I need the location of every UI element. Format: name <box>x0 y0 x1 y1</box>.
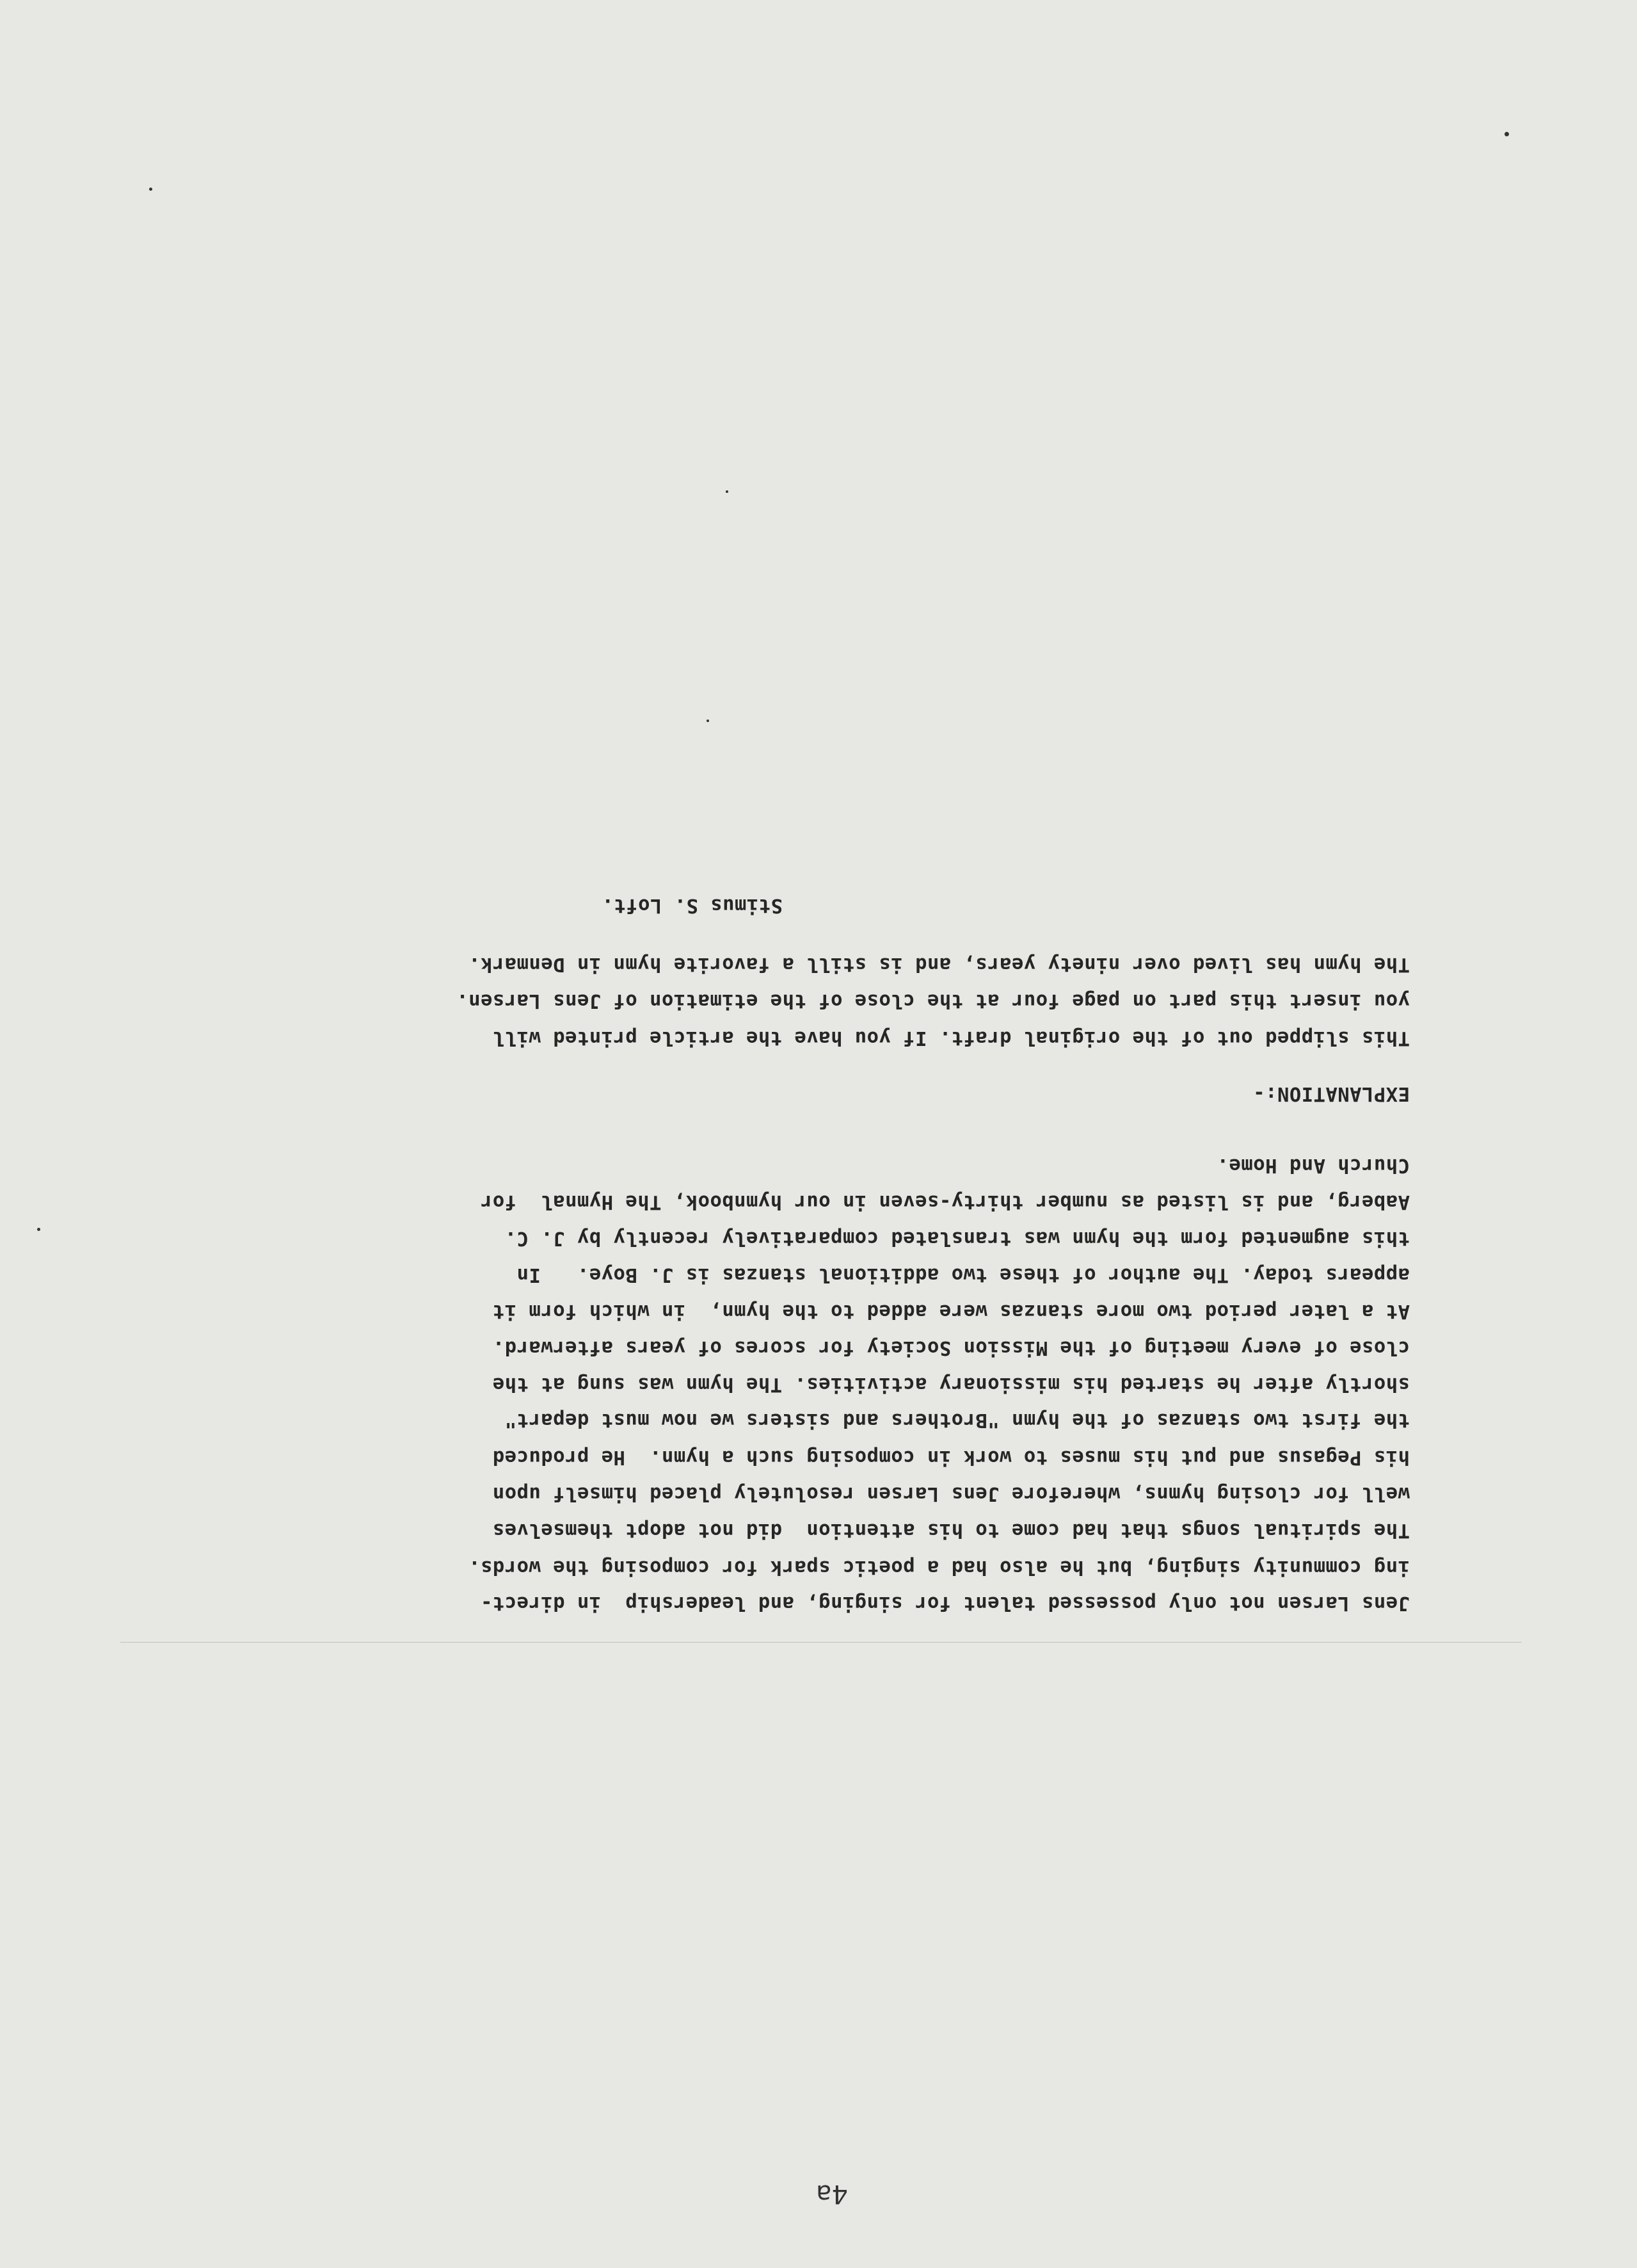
explanation-line: The hymn has lived over ninety years, and is still a favorite hymn in Denmark. <box>468 953 1410 976</box>
ink-speck <box>37 1228 40 1231</box>
ink-speck <box>1505 132 1509 136</box>
explanation-heading: EXPLANATION:- <box>1252 1082 1410 1105</box>
body-line: Aaberg, and is listed as number thirty-seven in our hymnbook, The Hymnal for <box>480 1191 1410 1213</box>
body-line: Church And Home. <box>1217 1154 1410 1177</box>
body-line: ing community singing, but he also had a poetic spark for composing the words. <box>468 1556 1410 1579</box>
body-line: this augmented form the hymn was translated comparatively recently by J. C. <box>504 1227 1410 1250</box>
body-line: Jens Larsen not only possessed talent for singing, and leadership in direct- <box>480 1592 1410 1614</box>
fold-line <box>120 1642 1522 1643</box>
body-line: close of every meeting of the Mission Society for scores of years afterward. <box>492 1337 1410 1359</box>
body-line: shortly after he started his missionary activities. The hymn was sung at the <box>492 1373 1410 1395</box>
body-line: appears today. The author of these two additional stanzas is J. Boye. In <box>516 1264 1410 1286</box>
ink-speck <box>149 188 152 191</box>
ink-speck <box>726 490 728 493</box>
body-line: well for closing hymns, wherefore Jens Larsen resolutely placed himself upon <box>492 1483 1410 1505</box>
body-line: At a later period two more stanzas were added to the hymn, in which form it <box>492 1300 1410 1323</box>
body-line: his Pegasus and put his muses to work in composing such a hymn. He produced <box>492 1446 1410 1468</box>
body-line: The spiritual songs that had come to his attention did not adopt themselves <box>492 1519 1410 1541</box>
body-line: the first two stanzas of the hymn "Brothers and sisters we now must depart" <box>504 1409 1410 1431</box>
page-number: 4a <box>816 2179 848 2208</box>
explanation-line: This slipped out of the original draft. If you have the article printed will <box>492 1027 1410 1049</box>
signature: Stimus S. Loft. <box>602 894 783 917</box>
ink-speck <box>707 720 709 722</box>
explanation-line: you insert this part on page four at the close of the etimation of Jens Larsen. <box>456 990 1410 1012</box>
